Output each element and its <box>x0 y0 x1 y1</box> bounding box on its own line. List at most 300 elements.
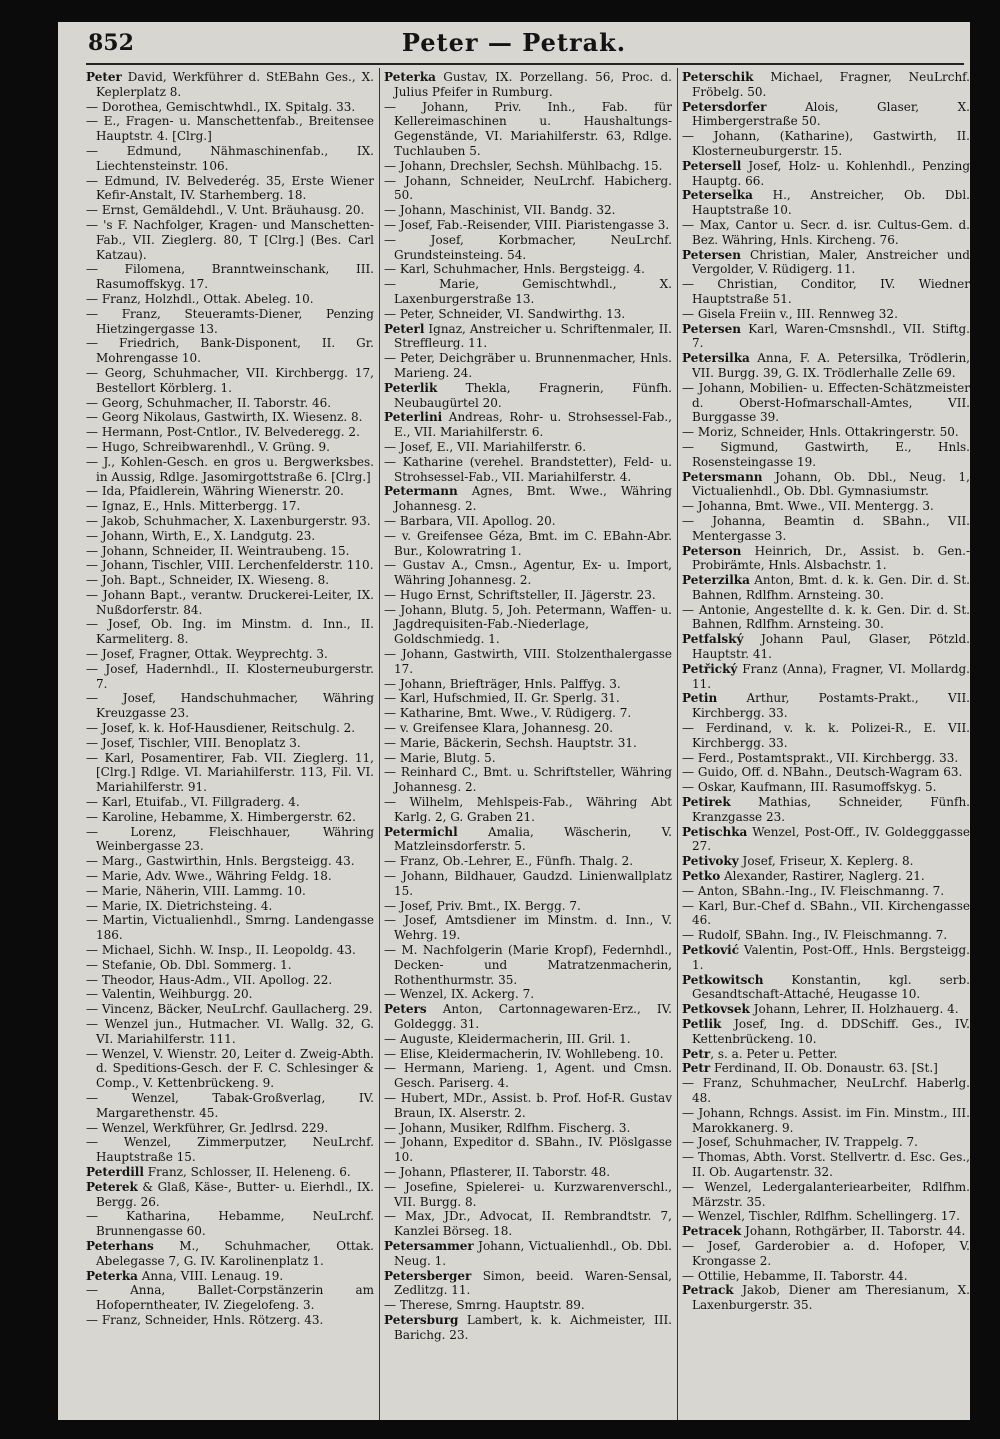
entry-text: — Marie, Gemischtwhdl., X. Laxenburgerstraße 13. <box>384 277 672 306</box>
entry-text: — Antonie, Angestellte d. k. k. Gen. Dir. d. St. Bahnen, Rdlfhm. Arnsteing. 30. <box>682 602 970 632</box>
page-number: 852 <box>88 30 134 56</box>
directory-entry <box>86 1002 374 1017</box>
entry-text: Christian, Maler, Anstreicher und Vergolder, V. Rüdigerg. 11. <box>692 247 970 277</box>
entry-surname: Petersdorfer <box>682 99 767 114</box>
directory-entry <box>86 1239 374 1269</box>
directory-entry <box>682 70 970 100</box>
directory-entry <box>682 322 970 352</box>
entry-text: — Edmund, IV. Belvederég. 35, Erste Wiener Kefir-Anstalt, IV. Starhemberg. 18. <box>86 173 374 203</box>
directory-entry <box>86 958 374 973</box>
entry-text: Johann, Ob. Dbl., Neug. 1, Victualienhdl., Ob. Dbl. Gymnasiumstr. <box>692 469 970 499</box>
directory-entry <box>682 470 970 500</box>
directory-entry <box>682 100 970 130</box>
directory-entry <box>384 1239 672 1269</box>
directory-entry <box>682 1150 970 1180</box>
directory-entry <box>86 100 374 115</box>
directory-entry <box>384 351 672 381</box>
entry-text: — Josef, Priv. Bmt., IX. Bergg. 7. <box>384 898 581 913</box>
directory-column-3 <box>682 70 970 1313</box>
entry-text: — Josef, k. k. Hof-Hausdiener, Reitschulg. 2. <box>86 721 356 736</box>
directory-entry <box>384 706 672 721</box>
entry-text: — Josef, Schuhmacher, IV. Trappelg. 7. <box>682 1135 918 1150</box>
entry-surname: Peterl <box>384 321 425 336</box>
entry-text: Wenzel, Post-Off., IV. Goldegggasse 27. <box>692 824 970 854</box>
entry-text: — Guido, Off. d. NBahn., Deutsch-Wagram 63. <box>682 765 963 780</box>
directory-entry <box>682 159 970 189</box>
entry-text: — Franz, Ob.-Lehrer, E., Fünfh. Thalg. 2. <box>384 854 634 869</box>
directory-entry <box>86 899 374 914</box>
directory-entry <box>86 292 374 307</box>
directory-entry <box>384 647 672 677</box>
directory-entry <box>384 484 672 514</box>
entry-surname: Peterdill <box>86 1164 144 1179</box>
entry-text: Franz (Anna), Fragner, VI. Mollardg. 11. <box>692 661 970 691</box>
directory-entry <box>682 1269 970 1284</box>
directory-entry <box>384 1121 672 1136</box>
directory-entry <box>86 425 374 440</box>
directory-entry <box>86 1283 374 1313</box>
directory-entry <box>384 721 672 736</box>
directory-entry <box>86 617 374 647</box>
directory-entry <box>682 425 970 440</box>
directory-entry <box>86 307 374 337</box>
directory-entry <box>384 751 672 766</box>
entry-text: — Johann, Rchngs. Assist. im Fin. Minstm., III. Marokkanerg. 9. <box>682 1105 970 1135</box>
entry-text: Anton, Bmt. d. k. k. Gen. Dir. d. St. Bahnen, Rdlfhm. Arnsteing. 30. <box>692 573 970 602</box>
entry-surname: Peterka <box>86 1268 138 1283</box>
entry-text: — Theodor, Haus-Adm., VII. Apollog. 22. <box>86 972 333 987</box>
directory-entry <box>86 751 374 795</box>
directory-entry <box>86 544 374 559</box>
page-header <box>58 22 970 58</box>
directory-entry <box>682 1135 970 1150</box>
entry-text: — Karl, Hufschmied, II. Gr. Sperlg. 31. <box>384 691 620 706</box>
directory-entry <box>682 1209 970 1224</box>
directory-entry <box>682 662 970 692</box>
entry-text: — Josefine, Spielerei- u. Kurzwarenverschl., VII. Burgg. 8. <box>384 1179 672 1209</box>
entry-text: Michael, Fragner, NeuLrchf. Fröbelg. 50. <box>692 70 970 99</box>
directory-entry <box>86 1269 374 1284</box>
entry-text: — Katharine, Bmt. Wwe., V. Rüdigerg. 7. <box>384 706 632 721</box>
directory-entry <box>384 70 672 100</box>
directory-entry <box>86 218 374 262</box>
entry-text: — Josef, Korbmacher, NeuLrchf. Grundsteinsteing. 54. <box>384 232 672 262</box>
directory-entry <box>682 825 970 855</box>
directory-entry <box>86 854 374 869</box>
entry-surname: Petlik <box>682 1017 722 1031</box>
entry-surname: Petischka <box>682 824 748 839</box>
directory-entry <box>86 1135 374 1165</box>
entry-text: — Johann, Briefträger, Hnls. Palffyg. 3. <box>384 676 621 691</box>
entry-text: — Friedrich, Bank-Disponent, II. Gr. Mohrengasse 10. <box>86 336 374 366</box>
entry-text: — Filomena, Branntweinschank, III. Rasumoffskyg. 17. <box>86 262 374 292</box>
entry-text: — Wenzel, Tischler, Rdlfhm. Schellingerg. 17. <box>682 1209 960 1224</box>
entry-text: Valentin, Post-Off., Hnls. Bergsteigg. 1. <box>692 943 970 972</box>
entry-text: — Wenzel, IX. Ackerg. 7. <box>384 987 535 1002</box>
entry-text: Franz, Schlosser, II. Heleneng. 6. <box>143 1164 351 1179</box>
entry-text: Thekla, Fragnerin, Fünfh. Neubaugürtel 20. <box>394 380 672 410</box>
entry-text: Josef, Holz- u. Kohlenhdl., Penzing Hauptg. 66. <box>692 158 970 188</box>
entry-text: — Sigmund, Gastwirth, E., Hnls. Rosensteingasse 19. <box>682 439 970 469</box>
directory-entry <box>86 499 374 514</box>
entry-surname: Petrack <box>682 1283 734 1298</box>
entry-surname: Petivoky <box>682 854 739 869</box>
entry-text: — Reinhard C., Bmt. u. Schriftsteller, Währing Johannesg. 2. <box>384 765 672 795</box>
header-rule <box>86 63 964 65</box>
entry-text: — Josef, E., VII. Mariahilferstr. 6. <box>384 439 587 454</box>
directory-entry <box>86 396 374 411</box>
entry-text: Josef, Ing. d. DDSchiff. Ges., IV. Kettenbrückeng. 10. <box>692 1017 970 1046</box>
directory-entry <box>384 1165 672 1180</box>
directory-entry <box>86 1091 374 1121</box>
directory-entry <box>86 70 374 100</box>
entry-text: , s. a. Peter u. Petter. <box>710 1046 838 1061</box>
entry-text: Johann, Rothgärber, II. Taborstr. 44. <box>741 1224 966 1239</box>
entry-text: Anna, VIII. Lenaug. 19. <box>137 1268 284 1283</box>
directory-entry <box>682 603 970 633</box>
directory-entry <box>384 233 672 263</box>
directory-entry <box>682 351 970 381</box>
entry-text: — Gustav A., Cmsn., Agentur, Ex- u. Import, Währing Johannesg. 2. <box>384 558 672 588</box>
entry-text: Johann Paul, Glaser, Pötzld. Hauptstr. 41. <box>692 632 970 662</box>
directory-entry <box>682 928 970 943</box>
entry-text: Mathias, Schneider, Fünfh. Kranzgasse 23. <box>692 795 970 824</box>
entry-text: — Wenzel, Ledergalanteriearbeiter, Rdlfhm. Märzstr. 35. <box>682 1179 970 1209</box>
directory-entry <box>384 987 672 1002</box>
entry-text: — Johann, Blutg. 5, Joh. Petermann, Waffen- u. Jagdrequisiten-Fab.-Niederlage, Goldschmiedg. 1. <box>384 602 672 647</box>
entry-surname: Petkowitsch <box>682 972 764 987</box>
entry-text: — E., Fragen- u. Manschettenfab., Breitensee Hauptstr. 4. [Clrg.] <box>86 114 374 144</box>
column-divider <box>677 68 678 1420</box>
directory-entry <box>384 854 672 869</box>
entry-text: — Ignaz, E., Hnls. Mitterbergg. 17. <box>86 499 301 514</box>
entry-text: — Wenzel, Werkführer, Gr. Jedlrsd. 229. <box>86 1120 329 1135</box>
entry-text: — Franz, Schneider, Hnls. Rötzerg. 43. <box>86 1312 324 1327</box>
directory-entry <box>682 1047 970 1062</box>
directory-entry <box>86 647 374 662</box>
entry-text: — Ernst, Gemäldehdl., V. Unt. Bräuhausg. 20. <box>86 203 365 218</box>
entry-surname: Peterselka <box>682 188 753 203</box>
directory-entry <box>384 558 672 588</box>
entry-text: — Josef, Handschuhmacher, Währing Kreuzgasse 23. <box>86 691 374 721</box>
directory-entry <box>682 188 970 218</box>
directory-entry <box>682 854 970 869</box>
entry-text: Alois, Glaser, X. Himbergerstraße 50. <box>692 99 970 129</box>
entry-surname: Peterhans <box>86 1238 154 1253</box>
entry-text: — Josef, Hadernhdl., II. Klosterneuburgerstr. 7. <box>86 661 374 691</box>
entry-surname: Petr <box>682 1061 711 1076</box>
entry-text: H., Anstreicher, Ob. Dbl. Hauptstraße 10. <box>692 188 970 218</box>
directory-entry <box>86 1180 374 1210</box>
entry-text: — Johann, Wirth, E., X. Landgutg. 23. <box>86 528 316 543</box>
directory-entry <box>682 499 970 514</box>
entry-text: David, Werkführer d. StEBahn Ges., X. Keplerplatz 8. <box>96 70 374 99</box>
entry-text: — Karl, Schuhmacher, Hnls. Bergsteigg. 4. <box>384 262 645 277</box>
entry-text: — Georg Nikolaus, Gastwirth, IX. Wiesenz. 8. <box>86 410 363 425</box>
directory-entry <box>682 632 970 662</box>
directory-entry <box>86 810 374 825</box>
entry-text: — Christian, Conditor, IV. Wiedner Hauptstraße 51. <box>682 277 970 306</box>
entry-text: — Michael, Sichh. W. Insp., II. Leopoldg. 43. <box>86 943 356 958</box>
directory-entry <box>682 307 970 322</box>
entry-text: — Johann, Schneider, NeuLrchf. Habicherg. 50. <box>384 173 672 203</box>
entry-text: — Georg, Schuhmacher, VII. Kirchbergg. 17, Bestellort Körblerg. 1. <box>86 365 374 395</box>
entry-surname: Petfalský <box>682 632 744 647</box>
directory-entry <box>384 677 672 692</box>
directory-entry <box>384 1313 672 1343</box>
entry-text: — Hugo, Schreibwarenhdl., V. Grüng. 9. <box>86 439 330 454</box>
entry-text: — Dorothea, Gemischtwhdl., IX. Spitalg. 33. <box>86 99 356 114</box>
entry-text: — Johann, Priv. Inh., Fab. für Kellereimaschinen u. Haushaltungs-Gegenstände, VI. Mariahilferstr. 63, Rdlge. Tuchlauben 5. <box>384 99 672 158</box>
directory-entry <box>682 765 970 780</box>
directory-entry <box>384 736 672 751</box>
entry-text: Johann, Lehrer, II. Holzhauerg. 4. <box>749 1002 959 1017</box>
entry-surname: Petkovsek <box>682 1002 750 1017</box>
entry-text: — Peter, Deichgräber u. Brunnenmacher, Hnls. Marieng. 24. <box>384 351 672 380</box>
directory-entry <box>682 514 970 544</box>
entry-surname: Petersmann <box>682 469 763 484</box>
directory-entry <box>86 174 374 204</box>
directory-entry <box>682 440 970 470</box>
directory-entry <box>384 1209 672 1239</box>
entry-text: — Wenzel jun., Hutmacher. VI. Wallg. 32, G. VI. Mariahilferstr. 111. <box>86 1017 374 1046</box>
directory-entry <box>86 1313 374 1328</box>
entry-text: — Johann, Maschinist, VII. Bandg. 32. <box>384 203 616 218</box>
directory-entry <box>384 603 672 647</box>
entry-text: — Max, JDr., Advocat, II. Rembrandtstr. 7, Kanzlei Börseg. 18. <box>384 1209 672 1239</box>
directory-entry <box>384 381 672 411</box>
directory-entry <box>86 795 374 810</box>
entry-text: — Marie, Adv. Wwe., Währing Feldg. 18. <box>86 869 332 884</box>
directory-entry <box>86 529 374 544</box>
column-divider <box>379 68 380 1420</box>
entry-text: & Glaß, Käse-, Butter- u. Eierhdl., IX. Bergg. 26. <box>96 1179 374 1209</box>
directory-entry <box>86 573 374 588</box>
directory-entry <box>384 1047 672 1062</box>
entry-text: Jakob, Diener am Theresianum, X. Laxenburgerstr. 35. <box>692 1283 970 1313</box>
directory-column-1 <box>86 70 374 1328</box>
entry-text: Johann, Victualienhdl., Ob. Dbl. Neug. 1. <box>394 1238 672 1268</box>
directory-entry <box>384 218 672 233</box>
directory-entry <box>86 262 374 292</box>
entry-text: Amalia, Wäscherin, V. Matzleinsdorferstr. 5. <box>394 824 672 854</box>
entry-text: — Georg, Schuhmacher, II. Taborstr. 46. <box>86 395 332 410</box>
entry-text: — Katharine (verehel. Brandstetter), Feld- u. Strohsessel-Fab., VII. Mariahilferstr. 4. <box>384 454 672 484</box>
entry-text: — Wenzel, V. Wienstr. 20, Leiter d. Zweig-Abth. d. Speditions-Gesch. der F. C. Schlesinger & Comp., V. Kettenbrückeng. 9. <box>86 1046 374 1091</box>
entry-text: — v. Greifensee Klara, Johannesg. 20. <box>384 721 614 736</box>
entry-text: — Joh. Bapt., Schneider, IX. Wieseng. 8. <box>86 573 330 588</box>
directory-entry <box>682 721 970 751</box>
entry-surname: Petersberger <box>384 1268 472 1283</box>
entry-text: — Johann, Gastwirth, VIII. Stolzenthalergasse 17. <box>384 647 672 676</box>
entry-text: — Josef, Fab.-Reisender, VIII. Piaristengasse 3. <box>384 217 670 232</box>
entry-text: — Johann, (Katharine), Gastwirth, II. Klosterneuburgerstr. 15. <box>682 129 970 158</box>
entry-surname: Petković <box>682 943 740 958</box>
directory-entry <box>86 1017 374 1047</box>
directory-entry <box>384 1032 672 1047</box>
entry-text: — Marie, Blutg. 5. <box>384 750 496 765</box>
directory-entry <box>682 1106 970 1136</box>
directory-entry <box>384 825 672 855</box>
entry-text: Josef, Friseur, X. Keplerg. 8. <box>738 854 914 869</box>
entry-text: — Karl, Posamentirer, Fab. VII. Zieglerg. 11, [Clrg.] Rdlge. VI. Mariahilferstr. 113, Fil. VI. Mariahilferstr. 91. <box>86 750 374 795</box>
directory-entry <box>86 973 374 988</box>
entry-text: — Anna, Ballet-Corpstänzerin am Hofoperntheater, IV. Ziegelofeng. 3. <box>86 1283 374 1313</box>
entry-text: Lambert, k. k. Aichmeister, III. Barichg. 23. <box>394 1312 672 1342</box>
entry-text: — Karl, Bur.-Chef d. SBahn., VII. Kirchengasse 46. <box>682 898 970 928</box>
directory-entry <box>384 514 672 529</box>
directory-entry <box>86 588 374 618</box>
directory-entry <box>682 973 970 1003</box>
directory-entry <box>384 1269 672 1299</box>
directory-entry <box>384 262 672 277</box>
entry-text: — Lorenz, Fleischhauer, Währing Weinbergasse 23. <box>86 824 374 854</box>
entry-text: — Johann, Expeditor d. SBahn., IV. Plöslgasse 10. <box>384 1135 672 1165</box>
directory-entry <box>384 410 672 440</box>
directory-entry <box>86 440 374 455</box>
directory-entry <box>384 203 672 218</box>
entry-text: Ignaz, Anstreicher u. Schriftenmaler, II. Streffleurg. 11. <box>394 321 672 351</box>
entry-surname: Petersammer <box>384 1238 474 1253</box>
directory-entry <box>682 1061 970 1076</box>
directory-entry <box>86 366 374 396</box>
entry-text: Gustav, IX. Porzellang. 56, Proc. d. Julius Pfeifer in Rumburg. <box>394 70 672 99</box>
directory-entry <box>682 218 970 248</box>
entry-text: — Johann, Mobilien- u. Effecten-Schätzmeister d. Oberst-Hofmarschall-Amtes, VII. Burggasse 39. <box>682 380 970 425</box>
entry-text: — Peter, Schneider, VI. Sandwirthg. 13. <box>384 306 626 321</box>
directory-entry <box>384 869 672 899</box>
directory-entry <box>86 558 374 573</box>
entry-text: — Josef, Fragner, Ottak. Weyprechtg. 3. <box>86 647 328 662</box>
directory-entry <box>682 1017 970 1047</box>
entry-surname: Petersell <box>682 158 742 173</box>
directory-column-2 <box>384 70 672 1343</box>
entry-text: — Josef, Ob. Ing. im Minstm. d. Inn., II. Karmeliterg. 8. <box>86 617 374 647</box>
entry-text: — 's F. Nachfolger, Kragen- und Manschetten-Fab., VII. Zieglerg. 80, T [Clrg.] (Bes. Carl Katzau). <box>86 217 374 262</box>
entry-text: — Johann, Bildhauer, Gaudzd. Linienwallplatz 15. <box>384 869 672 898</box>
entry-surname: Petřický <box>682 661 738 676</box>
entry-text: — M. Nachfolgerin (Marie Kropf), Federnhdl., Decken- und Matratzenmacherin, Rothenthurmstr. 35. <box>384 943 672 987</box>
directory-entry <box>682 795 970 825</box>
entry-text: Agnes, Bmt. Wwe., Währing Johannesg. 2. <box>394 484 672 514</box>
entry-text: — Martin, Victualienhdl., Smrng. Landengasse 186. <box>86 913 374 943</box>
directory-entry <box>86 514 374 529</box>
entry-text: Alexander, Rastirer, Naglerg. 21. <box>720 869 925 884</box>
entry-text: — Anton, SBahn.-Ing., IV. Fleischmanng. 7. <box>682 883 945 898</box>
entry-text: — Moriz, Schneider, Hnls. Ottakringerstr. 50. <box>682 425 959 440</box>
directory-entry <box>682 691 970 721</box>
entry-text: — Josef, Amtsdiener im Minstm. d. Inn., V. Wehrg. 19. <box>384 913 672 943</box>
entry-surname: Peterzilka <box>682 573 750 588</box>
entry-surname: Petermann <box>384 484 458 499</box>
entry-text: — Franz, Holzhdl., Ottak. Abeleg. 10. <box>86 291 314 306</box>
directory-entry <box>384 691 672 706</box>
entry-text: — Josef, Garderobier a. d. Hofoper, V. Krongasse 2. <box>682 1238 970 1268</box>
directory-entry <box>86 1209 374 1239</box>
directory-entry <box>384 1061 672 1091</box>
directory-entry <box>86 484 374 499</box>
directory-entry <box>384 529 672 559</box>
entry-surname: Petersen <box>682 247 741 262</box>
directory-entry <box>86 884 374 899</box>
directory-entry <box>682 1180 970 1210</box>
entry-text: Simon, beeid. Waren-Sensal, Zedlitzg. 11. <box>394 1268 672 1298</box>
directory-entry <box>86 913 374 943</box>
entry-surname: Peter <box>86 70 122 84</box>
directory-entry <box>86 1165 374 1180</box>
entry-surname: Peterka <box>384 70 436 84</box>
directory-entry <box>384 765 672 795</box>
entry-text: — Ida, Pfaidlerein, Währing Wienerstr. 20. <box>86 484 344 499</box>
directory-entry <box>86 736 374 751</box>
directory-entry <box>682 573 970 603</box>
entry-surname: Petersburg <box>384 1312 459 1327</box>
entry-text: — Hubert, MDr., Assist. b. Prof. Hof-R. Gustav Braun, IX. Alserstr. 2. <box>384 1090 672 1120</box>
directory-entry <box>86 943 374 958</box>
directory-entry <box>384 1135 672 1165</box>
entry-text: — Hugo Ernst, Schriftsteller, II. Jägerstr. 23. <box>384 587 656 602</box>
directory-entry <box>86 144 374 174</box>
entry-text: — J., Kohlen-Gesch. en gros u. Bergwerksbes. in Aussig, Rdlge. Jasomirgottstraße 6. [Clrg.] <box>86 454 374 484</box>
entry-text: — Hermann, Post-Cntlor., IV. Belvederegg. 2. <box>86 425 360 440</box>
directory-entry <box>384 455 672 485</box>
directory-entry <box>384 795 672 825</box>
directory-entry <box>682 1283 970 1313</box>
entry-text: — Marie, IX. Dietrichsteing. 4. <box>86 898 273 913</box>
directory-entry <box>682 1002 970 1017</box>
entry-text: — Johann, Musiker, Rdlfhm. Fischerg. 3. <box>384 1120 631 1135</box>
directory-entry <box>384 1091 672 1121</box>
directory-entry <box>384 588 672 603</box>
entry-text: — Karl, Etuifab., VI. Fillgraderg. 4. <box>86 795 300 810</box>
entry-text: — Johann, Drechsler, Sechsh. Mühlbachg. 15. <box>384 158 663 173</box>
entry-text: Arthur, Postamts-Prakt., VII. Kirchbergg. 33. <box>692 691 970 721</box>
directory-entry <box>86 455 374 485</box>
entry-text: — Johann, Tischler, VIII. Lerchenfelderstr. 110. <box>86 558 374 573</box>
directory-entry <box>682 899 970 929</box>
directory-entry <box>384 277 672 307</box>
entry-text: — Johann, Pflasterer, II. Taborstr. 48. <box>384 1164 611 1179</box>
directory-entry <box>86 336 374 366</box>
directory-entry <box>384 174 672 204</box>
directory-entry <box>384 159 672 174</box>
directory-entry <box>682 1224 970 1239</box>
entry-surname: Peters <box>384 1002 427 1017</box>
entry-surname: Petracek <box>682 1224 742 1239</box>
directory-entry <box>384 440 672 455</box>
entry-surname: Peterlik <box>384 380 438 395</box>
entry-surname: Peterek <box>86 1179 138 1194</box>
entry-text: — Edmund, Nähmaschinenfab., IX. Liechtensteinstr. 106. <box>86 143 374 173</box>
directory-entry <box>682 1239 970 1269</box>
directory-entry <box>384 1298 672 1313</box>
directory-entry <box>86 662 374 692</box>
directory-entry <box>682 544 970 574</box>
directory-entry <box>682 943 970 973</box>
entry-text: — Rudolf, SBahn. Ing., IV. Fleischmanng. 7. <box>682 928 948 943</box>
directory-entry <box>86 987 374 1002</box>
directory-entry <box>682 277 970 307</box>
directory-entry <box>86 410 374 425</box>
entry-text: — Auguste, Kleidermacherin, III. Gril. 1. <box>384 1031 631 1046</box>
directory-entry <box>384 322 672 352</box>
entry-text: — Thomas, Abth. Vorst. Stellvertr. d. Esc. Ges., II. Ob. Augartenstr. 32. <box>682 1150 970 1179</box>
entry-text: — Barbara, VII. Apollog. 20. <box>384 513 556 528</box>
page-title: Peter — Petrak. <box>401 28 627 57</box>
directory-entry <box>384 943 672 987</box>
entry-text: — Therese, Smrng. Hauptstr. 89. <box>384 1298 585 1313</box>
directory-entry <box>384 307 672 322</box>
